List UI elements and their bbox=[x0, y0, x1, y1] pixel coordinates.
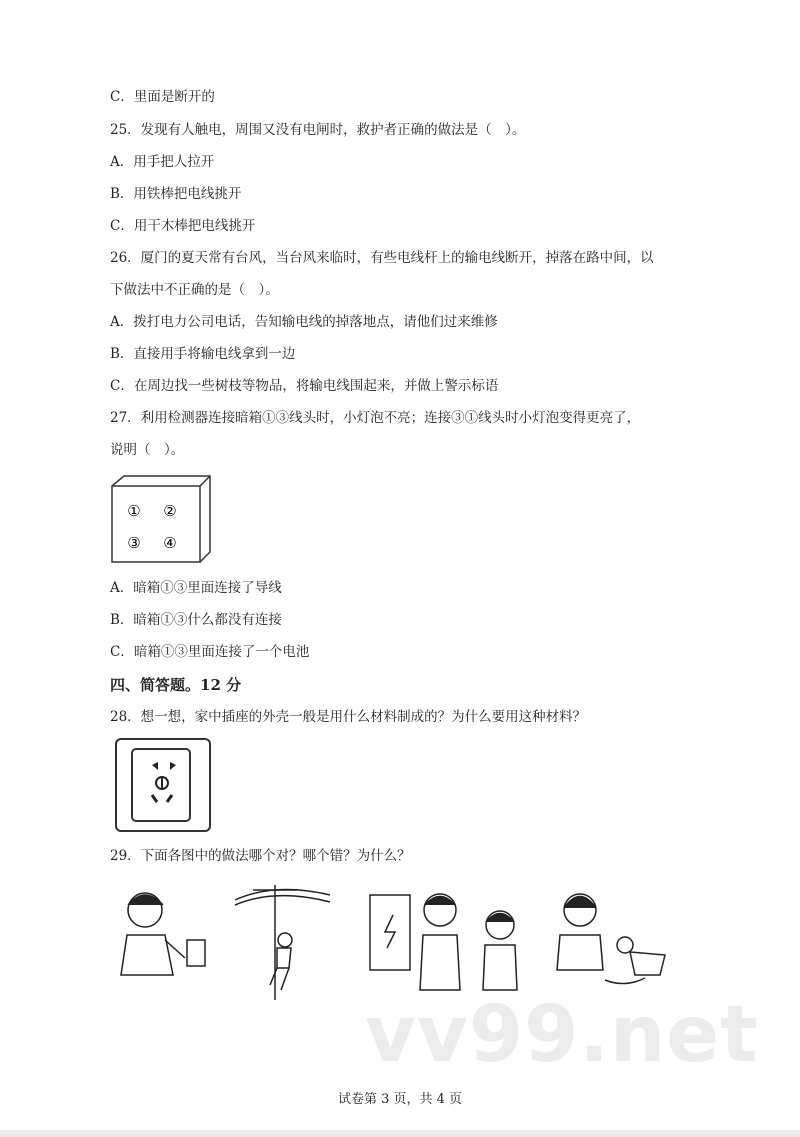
q25-option-a: A．用手把人拉开 bbox=[110, 154, 215, 170]
q25-stem: 25．发现有人触电，周围又没有电闸时，救护者正确的做法是（ ）。 bbox=[110, 122, 526, 138]
safety-scenes-figure bbox=[105, 880, 705, 1005]
power-socket-figure bbox=[114, 737, 214, 835]
q27-option-b: B．暗箱①③什么都没有连接 bbox=[110, 612, 282, 628]
q25-option-b: B．用铁棒把电线挑开 bbox=[110, 186, 242, 202]
terminal-3: ③ bbox=[127, 534, 141, 552]
section-title: 四、简答题。12 分 bbox=[110, 676, 242, 694]
terminal-1: ① bbox=[127, 502, 141, 520]
q24-option-c: C．里面是断开的 bbox=[110, 89, 215, 105]
q28-stem: 28．想一想，家中插座的外壳一般是用什么材料制成的？为什么要用这种材料？ bbox=[110, 709, 587, 725]
q27-option-a: A．暗箱①③里面连接了导线 bbox=[110, 580, 282, 596]
black-box-figure bbox=[110, 474, 215, 566]
q26-stem-cont: 下做法中不正确的是（ ）。 bbox=[110, 282, 279, 298]
q25-option-c: C．用干木棒把电线挑开 bbox=[110, 218, 256, 234]
terminal-2: ② bbox=[163, 502, 177, 520]
terminal-4: ④ bbox=[163, 534, 177, 552]
children-near-electric-box-scene bbox=[370, 894, 517, 990]
watermark: vv99.net bbox=[365, 990, 759, 1080]
q26-stem: 26．厦门的夏天常有台风，当台风来临时，有些电线杆上的输电线断开，掉落在路中间，以 bbox=[110, 250, 654, 266]
q27-stem-cont: 说明（ ）。 bbox=[110, 442, 185, 458]
page-bottom-edge bbox=[0, 1130, 800, 1137]
boy-touching-socket-scene bbox=[121, 893, 205, 975]
q27-option-c: C．暗箱①③里面连接了一个电池 bbox=[110, 644, 310, 660]
q27-stem: 27．利用检测器连接暗箱①③线头时，小灯泡不亮；连接③①线头时小灯泡变得更亮了， bbox=[110, 410, 641, 426]
boy-climbing-pole-scene bbox=[235, 885, 330, 1000]
girl-with-lamp-scene bbox=[557, 894, 665, 984]
page-footer: 试卷第 3 页，共 4 页 bbox=[337, 1092, 463, 1107]
q26-option-b: B．直接用手将输电线拿到一边 bbox=[110, 346, 296, 362]
q26-option-c: C．在周边找一些树枝等物品，将输电线围起来，并做上警示标语 bbox=[110, 378, 499, 394]
q29-stem: 29．下面各图中的做法哪个对？哪个错？为什么？ bbox=[110, 848, 411, 864]
q26-option-a: A．拨打电力公司电话，告知输电线的掉落地点，请他们过来维修 bbox=[110, 314, 498, 330]
